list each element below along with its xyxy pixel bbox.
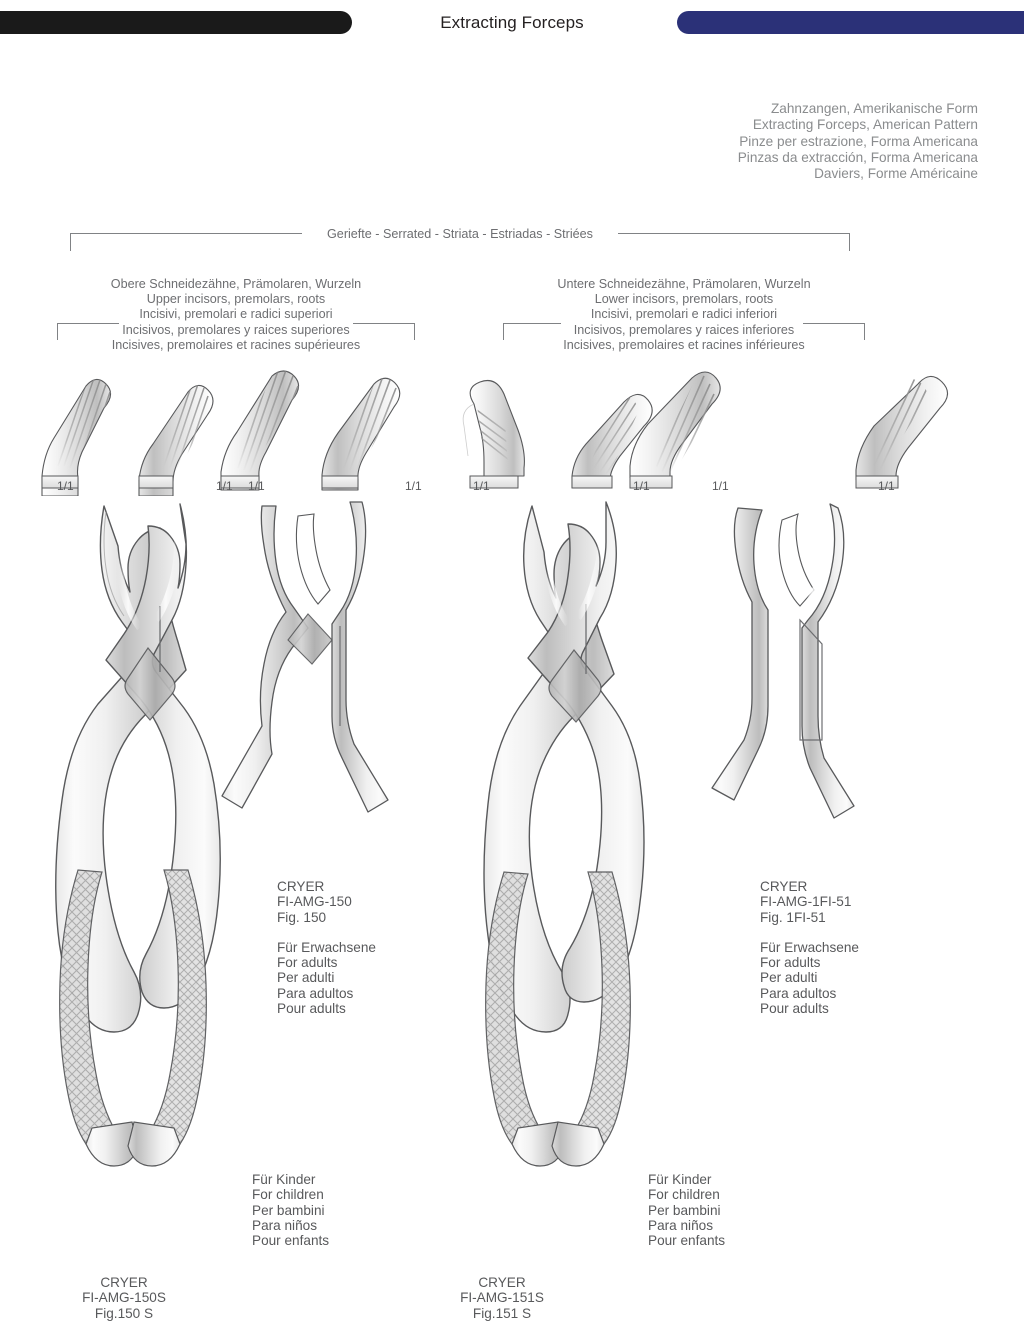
catalog-subtitle bbox=[458, 101, 978, 182]
product-brand: CRYER bbox=[100, 1275, 148, 1290]
usage-line: Für Kinder bbox=[252, 1172, 316, 1187]
serrated-bracket bbox=[70, 227, 850, 251]
usage-line: Para adultos bbox=[760, 985, 837, 1001]
subtitle-line: Extracting Forceps, American Pattern bbox=[752, 117, 978, 133]
scale-mark: 1/1 bbox=[473, 479, 490, 493]
group-caption-line: Lower incisors, premolars, roots bbox=[594, 292, 774, 307]
scale-mark: 1/1 bbox=[633, 479, 650, 493]
group-bracket-upper bbox=[57, 318, 415, 340]
subtitle-line: Zahnzangen, Amerikanische Form bbox=[770, 101, 978, 116]
product-label-cryer-150s bbox=[24, 1275, 224, 1321]
subtitle-line: Pinzas da extracción, Forma Americana bbox=[737, 149, 978, 165]
product-figure: Fig. 1FI-51 bbox=[760, 909, 826, 925]
product-label-cryer-151s bbox=[402, 1275, 602, 1321]
usage-line: Per adulti bbox=[760, 970, 818, 986]
usage-line: Para niños bbox=[648, 1217, 713, 1233]
page-title: Extracting Forceps bbox=[440, 13, 584, 32]
product-code: FI-AMG-1FI-51 bbox=[760, 894, 852, 910]
product-figure: Fig.150 S bbox=[94, 1305, 154, 1321]
group-caption-line: Incisivos, premolares y raices superiores bbox=[122, 322, 350, 337]
usage-line: Für Erwachsene bbox=[760, 939, 859, 955]
usage-line: Per bambini bbox=[648, 1202, 721, 1218]
subtitle-line: Daviers, Forme Américaine bbox=[814, 166, 978, 182]
group-caption-line: Obere Schneidezähne, Prämolaren, Wurzeln bbox=[110, 277, 362, 291]
group-caption-line: Upper incisors, premolars, roots bbox=[146, 292, 326, 307]
group-caption-line: Incisives, premolaires et racines supérieures bbox=[111, 337, 361, 352]
serrated-bracket-label: Geriefte - Serrated - Striata - Estriadas - Striées bbox=[327, 227, 593, 241]
usage-line: Pour adults bbox=[277, 1001, 346, 1017]
group-caption-line: Incisivos, premolares y raices inferiores bbox=[573, 322, 795, 337]
usage-line: Para niños bbox=[252, 1217, 317, 1233]
usage-line: Per bambini bbox=[252, 1202, 325, 1218]
group-caption-line: Incisives, premolaires et racines inférieures bbox=[563, 337, 805, 352]
forceps-150 bbox=[222, 502, 388, 812]
usage-line: For adults bbox=[760, 955, 821, 971]
product-figure: Fig. 150 bbox=[277, 909, 327, 925]
group-caption-line: Untere Schneidezähne, Prämolaren, Wurzeln bbox=[557, 277, 811, 291]
usage-line: Pour adults bbox=[760, 1001, 829, 1017]
product-code: FI-AMG-150 bbox=[277, 894, 352, 910]
scale-mark: 1/1 bbox=[405, 479, 422, 493]
product-code: FI-AMG-151S bbox=[460, 1290, 544, 1306]
product-brand: CRYER bbox=[277, 879, 325, 894]
product-brand: CRYER bbox=[478, 1275, 526, 1290]
usage-line: For children bbox=[648, 1187, 720, 1203]
usage-line: Pour enfants bbox=[252, 1233, 330, 1249]
usage-line: For children bbox=[252, 1187, 324, 1203]
group-caption-upper bbox=[40, 277, 432, 353]
scale-mark: 1/1 bbox=[57, 479, 74, 493]
forceps-151s bbox=[484, 502, 644, 1166]
group-caption-line: Incisivi, premolari e radici inferiori bbox=[590, 307, 778, 322]
forceps-1fi51 bbox=[712, 504, 854, 818]
usage-line: Für Erwachsene bbox=[277, 939, 376, 955]
product-code: FI-AMG-150S bbox=[82, 1290, 166, 1306]
group-caption-line: Incisivi, premolari e radici superiori bbox=[139, 307, 333, 322]
product-label-cryer-1fi51 bbox=[760, 879, 970, 1016]
usage-caption-children-left bbox=[252, 1172, 452, 1248]
usage-line: Für Kinder bbox=[648, 1172, 712, 1187]
scale-mark: 1/1 bbox=[216, 479, 233, 493]
scale-mark: 1/1 bbox=[878, 479, 895, 493]
product-label-cryer-150 bbox=[277, 879, 477, 1016]
usage-line: For adults bbox=[277, 955, 338, 971]
scale-mark: 1/1 bbox=[248, 479, 265, 493]
beak-detail-illustrations bbox=[0, 368, 1024, 496]
product-brand: CRYER bbox=[760, 879, 808, 894]
usage-line: Pour enfants bbox=[648, 1233, 726, 1249]
scale-mark: 1/1 bbox=[712, 479, 729, 493]
usage-caption-children-right bbox=[648, 1172, 848, 1248]
group-caption-lower bbox=[487, 277, 881, 353]
usage-line: Per adulti bbox=[277, 970, 335, 986]
product-figure: Fig.151 S bbox=[472, 1305, 532, 1321]
subtitle-line: Pinze per estrazione, Forma Americana bbox=[739, 133, 978, 149]
usage-line: Para adultos bbox=[277, 985, 354, 1001]
forceps-150s bbox=[56, 504, 221, 1166]
group-bracket-lower bbox=[503, 318, 865, 340]
